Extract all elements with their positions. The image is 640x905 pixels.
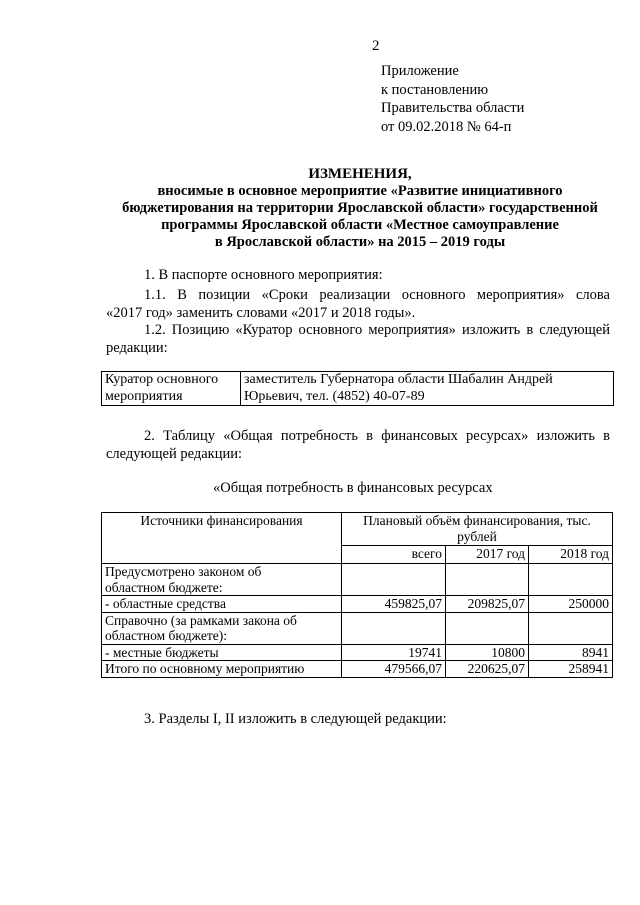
cell-text: областном бюджете):: [105, 628, 227, 643]
title-heading: ИЗМЕНЕНИЯ,: [308, 166, 412, 182]
paragraph-5: [106, 711, 610, 729]
cell-text: Справочно (за рамками закона об: [105, 612, 297, 628]
row-total-cell: [342, 564, 446, 596]
table-header-row: [102, 513, 613, 546]
table-caption: «Общая потребность в финансовых ресурсах: [213, 480, 493, 496]
row-label-cell: Итого по основному мероприятию: [102, 661, 342, 678]
page-number: 2: [372, 38, 380, 54]
cell-text: Куратор основного: [105, 372, 219, 387]
table-row: [102, 612, 613, 644]
curator-label-cell: [102, 372, 241, 406]
row-label-cell: [102, 564, 342, 596]
header-2017-cell: 2017 год: [446, 546, 529, 564]
row-label-cell: [102, 612, 342, 644]
appendix-block: [381, 62, 524, 136]
row-2017-cell: 10800: [446, 644, 529, 661]
document-title: [95, 166, 625, 251]
cell-text: Предусмотрено законом об: [105, 564, 262, 579]
paragraph-3: [106, 322, 610, 357]
paragraph-2: [106, 287, 610, 322]
table-row: [102, 596, 613, 613]
row-total-cell: [342, 612, 446, 644]
paragraph-text: редакции:: [106, 339, 168, 356]
row-2018-cell: 258941: [529, 661, 613, 678]
appendix-line: к постановлению: [381, 81, 489, 98]
table-row: [102, 644, 613, 661]
paragraph-text: 1.1. В позиции «Сроки реализации основного мероприятия» слова: [144, 287, 610, 303]
cell-text: Юрьевич, тел. (4852) 40-07-89: [244, 388, 425, 404]
cell-text: Плановый объём финансирования, тыс.: [363, 513, 591, 528]
row-total-cell: 19741: [342, 644, 446, 661]
row-label-cell: - местные бюджеты: [102, 644, 342, 661]
header-2018-cell: 2018 год: [529, 546, 613, 564]
curator-table: [101, 371, 614, 406]
title-line: программы Ярославской области «Местное самоуправление: [161, 217, 559, 233]
appendix-line: от 09.02.2018 № 64-п: [381, 118, 512, 135]
row-2017-cell: [446, 612, 529, 644]
title-line: бюджетирования на территории Ярославской области» государственной: [122, 200, 598, 216]
table-row: [102, 372, 614, 406]
row-total-cell: 479566,07: [342, 661, 446, 678]
row-2017-cell: 220625,07: [446, 661, 529, 678]
paragraph-text: 1. В паспорте основного мероприятия:: [144, 267, 383, 283]
header-source-cell: Источники финансирования: [102, 513, 342, 564]
title-line: в Ярославской области» на 2015 – 2019 годы: [214, 234, 506, 250]
paragraph-1: [106, 267, 610, 285]
row-total-cell: 459825,07: [342, 596, 446, 613]
table-row: [102, 661, 613, 678]
row-2017-cell: [446, 564, 529, 596]
title-line: вносимые в основное мероприятие «Развитие инициативного: [157, 183, 563, 199]
row-2018-cell: 250000: [529, 596, 613, 613]
paragraph-text: 1.2. Позицию «Куратор основного мероприятия» изложить в следующей: [144, 322, 610, 338]
cell-text: рублей: [457, 528, 497, 544]
cell-text: мероприятия: [105, 388, 183, 404]
row-2018-cell: 8941: [529, 644, 613, 661]
paragraph-text: «2017 год» заменить словами «2017 и 2018 годы».: [106, 304, 416, 321]
header-planned-cell: [342, 513, 613, 546]
curator-value-cell: [241, 372, 614, 406]
appendix-line: Правительства области: [381, 100, 525, 116]
cell-text: областном бюджете:: [105, 579, 223, 595]
appendix-line: Приложение: [381, 63, 459, 79]
paragraph-text: 3. Разделы I, II изложить в следующей редакции:: [144, 711, 447, 727]
row-2018-cell: [529, 612, 613, 644]
table-row: [102, 564, 613, 596]
row-label-cell: - областные средства: [102, 596, 342, 613]
row-2018-cell: [529, 564, 613, 596]
cell-text: заместитель Губернатора области Шабалин Андрей: [244, 372, 553, 387]
finance-table: [101, 512, 613, 678]
header-total-cell: всего: [342, 546, 446, 564]
paragraph-4: [106, 428, 610, 463]
row-2017-cell: 209825,07: [446, 596, 529, 613]
paragraph-text: 2. Таблицу «Общая потребность в финансовых ресурсах» изложить в: [144, 428, 610, 444]
paragraph-text: следующей редакции:: [106, 445, 243, 462]
